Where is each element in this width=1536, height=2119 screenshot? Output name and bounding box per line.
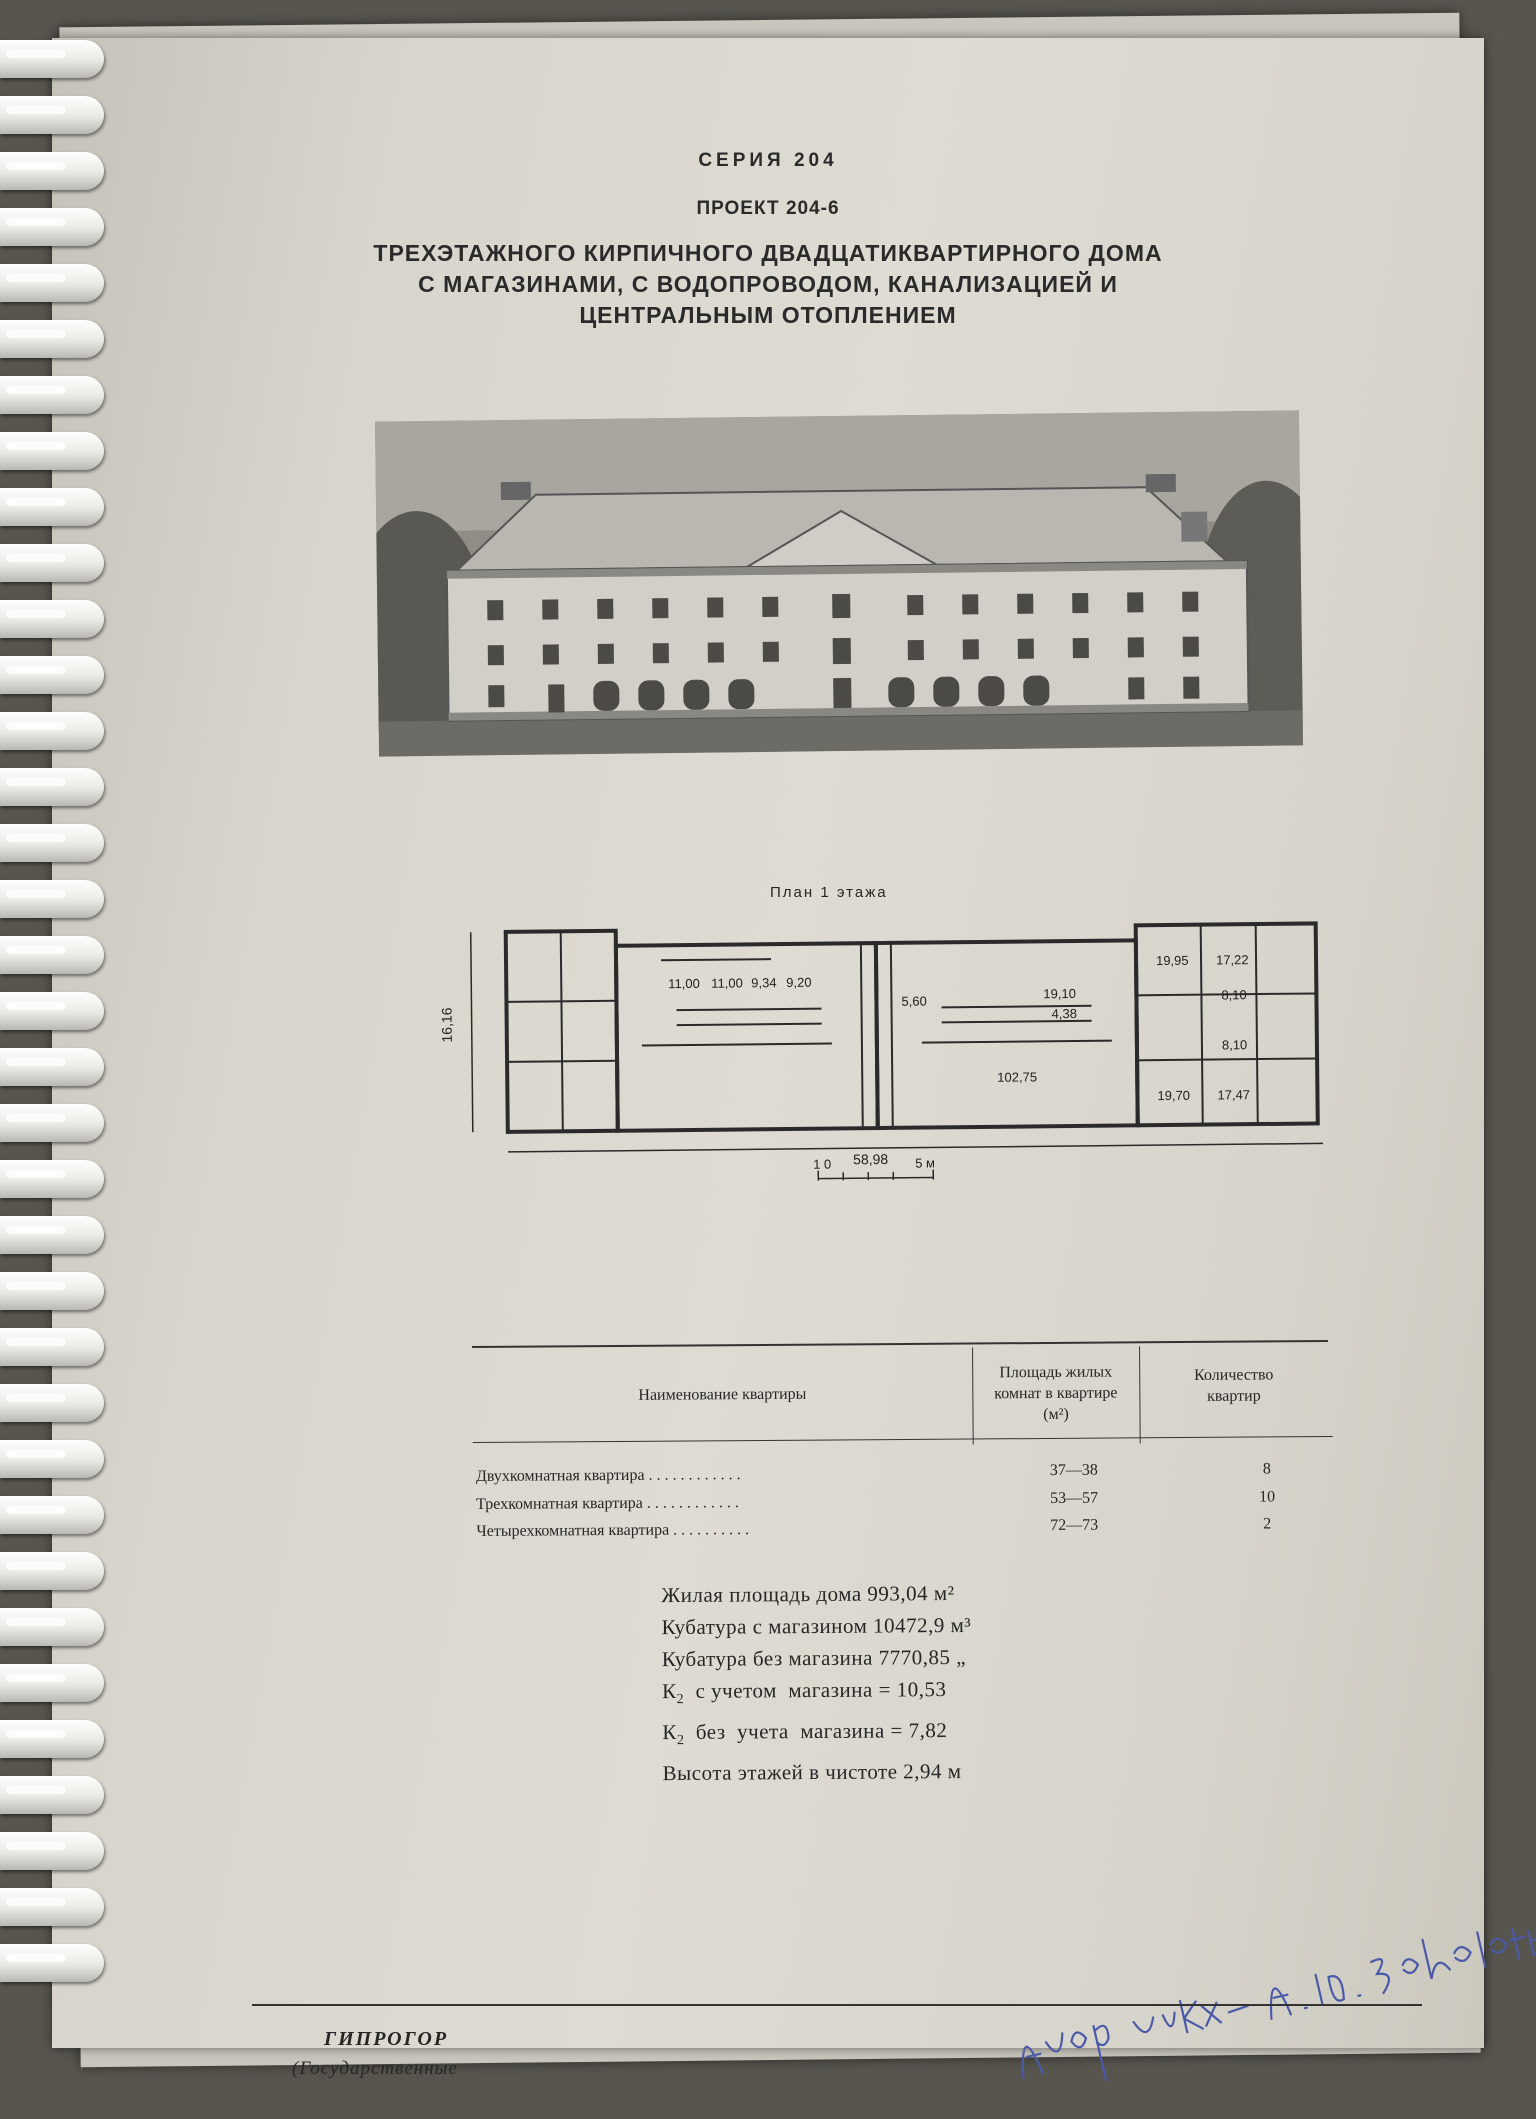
binding-ring	[0, 96, 104, 134]
binding-ring	[0, 544, 104, 582]
header-name: Наименование квартиры	[472, 1382, 972, 1406]
binding-ring	[0, 768, 104, 806]
binding-ring	[0, 936, 104, 974]
binding-ring	[0, 600, 104, 638]
binding-ring	[0, 1440, 104, 1478]
binding-ring	[0, 1216, 104, 1254]
project-heading: ПРОЕКТ 204-6	[52, 198, 1484, 220]
k2-symbol: К	[662, 1720, 677, 1744]
document-page	[52, 38, 1484, 2048]
floor-plan	[420, 883, 1343, 1223]
room-area: 17,47	[1217, 1087, 1250, 1102]
room-area: 8,10	[1222, 1037, 1247, 1052]
title-line: ТРЕХЭТАЖНОГО КИРПИЧНОГО ДВАДЦАТИКВАРТИРНОГО ДОМА	[52, 238, 1484, 269]
k2-subscript: 2	[677, 1733, 685, 1748]
scale-start: 1 0	[813, 1157, 831, 1172]
project-title	[52, 238, 1484, 331]
table-rule	[473, 1436, 1333, 1443]
table-row-area: 37—38	[1050, 1462, 1098, 1480]
title-line: С МАГАЗИНАМИ, С ВОДОПРОВОДОМ, КАНАЛИЗАЦИЕЙ И	[52, 269, 1484, 300]
series-heading: СЕРИЯ 204	[52, 150, 1484, 172]
handwritten-signature	[996, 1877, 1536, 2119]
room-area: 102,75	[997, 1069, 1037, 1084]
binding-ring	[0, 1048, 104, 1086]
binding-ring	[0, 152, 104, 190]
building-stats	[661, 1577, 972, 1790]
room-area: 19,95	[1156, 953, 1189, 968]
binding-ring	[0, 1944, 104, 1982]
volume-with-shop: Кубатура с магазином 10472,9 м³	[661, 1609, 971, 1643]
table-row-count: 8	[1263, 1460, 1271, 1478]
volume-without-shop: Кубатура без магазина 7770,85 „	[662, 1641, 972, 1675]
header-area-line: Площадь жилых	[972, 1361, 1139, 1383]
table-row-name: Четырехкомнатная квартира . . . . . . . . . .	[476, 1521, 749, 1541]
title-line: ЦЕНТРАЛЬНЫМ ОТОПЛЕНИЕМ	[52, 300, 1484, 331]
binding-ring	[0, 264, 104, 302]
binding-ring	[0, 1552, 104, 1590]
binding-ring	[0, 880, 104, 918]
k2-symbol: К	[662, 1679, 677, 1703]
table-row-area: 72—73	[1050, 1517, 1098, 1535]
table-row-count: 10	[1259, 1488, 1275, 1506]
table-row-count: 2	[1263, 1515, 1271, 1533]
binding-ring	[0, 992, 104, 1030]
spiral-binding	[0, 20, 120, 2048]
room-area: 11,00	[668, 976, 700, 991]
binding-ring	[0, 1272, 104, 1310]
room-area: 8,10	[1221, 987, 1246, 1002]
binding-ring	[0, 1608, 104, 1646]
header-area-line: (м²)	[972, 1403, 1139, 1425]
binding-ring	[0, 1832, 104, 1870]
binding-ring	[0, 712, 104, 750]
table-row-area: 53—57	[1050, 1490, 1098, 1508]
room-area: 19,70	[1157, 1088, 1190, 1103]
header-area-line: комнат в квартире	[972, 1382, 1139, 1404]
room-area: 5,60	[901, 994, 926, 1009]
binding-ring	[0, 656, 104, 694]
binding-ring	[0, 40, 104, 78]
room-area: 9,34	[751, 975, 776, 990]
organization-name: ГИПРОГОР	[324, 2028, 448, 2051]
binding-ring	[0, 1888, 104, 1926]
living-area: Жилая площадь дома 993,04 м²	[661, 1577, 971, 1611]
k2-without-shop	[662, 1714, 972, 1757]
k2-with-shop	[662, 1673, 972, 1716]
footer-rule	[252, 2004, 1422, 2006]
binding-ring	[0, 432, 104, 470]
room-area: 4,38	[1052, 1006, 1077, 1021]
table-rule	[472, 1340, 1328, 1348]
k2-subscript: 2	[677, 1692, 685, 1707]
room-area: 17,22	[1216, 952, 1249, 967]
table-row-name: Трехкомнатная квартира . . . . . . . . . . . .	[476, 1494, 739, 1514]
binding-ring	[0, 1384, 104, 1422]
plan-length: 58,98	[853, 1151, 888, 1167]
binding-ring	[0, 1664, 104, 1702]
binding-ring	[0, 320, 104, 358]
apartment-table	[472, 1340, 1328, 1346]
header-area	[972, 1361, 1139, 1425]
binding-ring	[0, 824, 104, 862]
binding-ring	[0, 1104, 104, 1142]
scale-end: 5 м	[915, 1155, 935, 1170]
binding-ring	[0, 1720, 104, 1758]
table-row-name: Двухкомнатная квартира . . . . . . . . . . . .	[476, 1466, 741, 1486]
room-area: 11,00	[711, 975, 743, 990]
binding-ring	[0, 208, 104, 246]
k2-without-value: без учета магазина = 7,82	[684, 1718, 947, 1744]
binding-ring	[0, 488, 104, 526]
binding-ring	[0, 376, 104, 414]
k2-with-value: с учетом магазина = 10,53	[684, 1677, 947, 1703]
binding-ring	[0, 1776, 104, 1814]
floor-height: Высота этажей в чистоте 2,94 м	[663, 1755, 973, 1789]
header-count	[1139, 1364, 1328, 1407]
room-area: 9,20	[786, 975, 811, 990]
plan-title: План 1 этажа	[770, 884, 888, 901]
header-count-line: Количество	[1139, 1364, 1328, 1386]
room-area: 19,10	[1043, 986, 1076, 1001]
plan-depth: 16,16	[438, 1007, 454, 1042]
header-count-line: квартир	[1139, 1385, 1328, 1407]
building-facade-photo	[375, 410, 1303, 756]
organization-subtitle: (Государственные	[292, 2058, 458, 2080]
binding-ring	[0, 1496, 104, 1534]
binding-ring	[0, 1328, 104, 1366]
binding-ring	[0, 1160, 104, 1198]
